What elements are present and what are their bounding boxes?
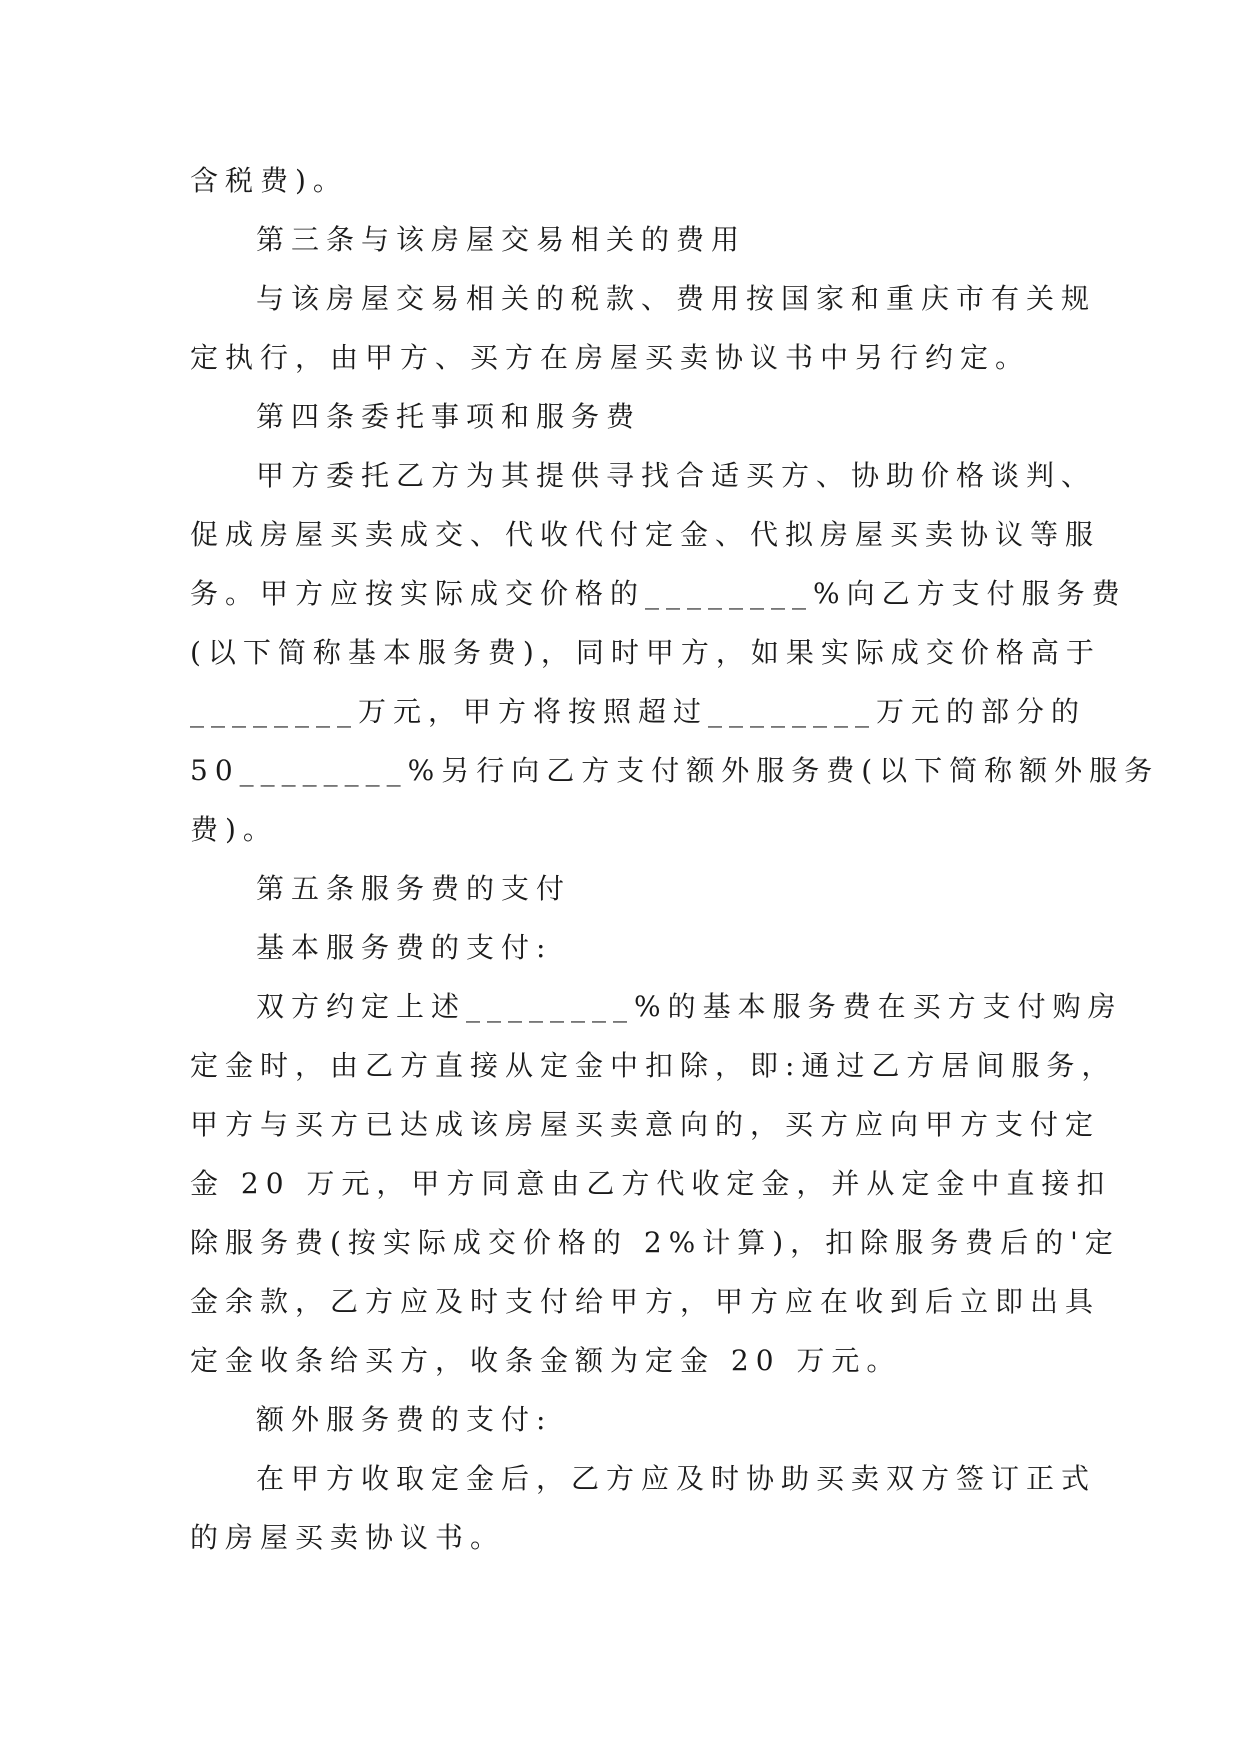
text-line: (以下简称基本服务费)，同时甲方，如果实际成交价格高于: [190, 636, 1101, 669]
section-heading: 第五条服务费的支付: [256, 872, 572, 905]
text-line: 金余款，乙方应及时支付给甲方，甲方应在收到后立即出具: [190, 1285, 1101, 1318]
text-line: 在甲方收取定金后，乙方应及时协助买卖双方签订正式: [256, 1462, 1097, 1495]
text-line: 50________%另行向乙方支付额外服务费(以下简称额外服务: [190, 754, 1160, 787]
text-line: 与该房屋交易相关的税款、费用按国家和重庆市有关规: [256, 282, 1097, 315]
text-line: 务。甲方应按实际成交价格的________%向乙方支付服务费: [190, 577, 1127, 610]
text-line: 定执行，由甲方、买方在房屋买卖协议书中另行约定。: [190, 341, 1031, 374]
text-line: 甲方与买方已达成该房屋买卖意向的，买方应向甲方支付定: [190, 1108, 1101, 1141]
text-line: 定金时，由乙方直接从定金中扣除，即:通过乙方居间服务，: [190, 1049, 1117, 1082]
text-line: 促成房屋买卖成交、代收代付定金、代拟房屋买卖协议等服: [190, 518, 1101, 551]
text-line: 除服务费(按实际成交价格的 2%计算)，扣除服务费后的'定: [190, 1226, 1120, 1259]
text-line: 金 20 万元，甲方同意由乙方代收定金，并从定金中直接扣: [190, 1167, 1112, 1200]
subheading: 额外服务费的支付:: [256, 1403, 553, 1436]
section-heading: 第三条与该房屋交易相关的费用: [256, 223, 747, 256]
section-heading: 第四条委托事项和服务费: [256, 400, 642, 433]
subheading: 基本服务费的支付:: [256, 931, 553, 964]
text-line: 含税费)。: [190, 164, 348, 197]
text-line: ________万元，甲方将按照超过________万元的部分的: [190, 695, 1087, 728]
text-line: 双方约定上述________%的基本服务费在买方支付购房: [256, 990, 1123, 1023]
text-line: 甲方委托乙方为其提供寻找合适买方、协助价格谈判、: [256, 459, 1097, 492]
text-line: 的房屋买卖协议书。: [190, 1521, 506, 1554]
text-line: 费)。: [190, 813, 278, 846]
text-line: 定金收条给买方，收条金额为定金 20 万元。: [190, 1344, 902, 1377]
